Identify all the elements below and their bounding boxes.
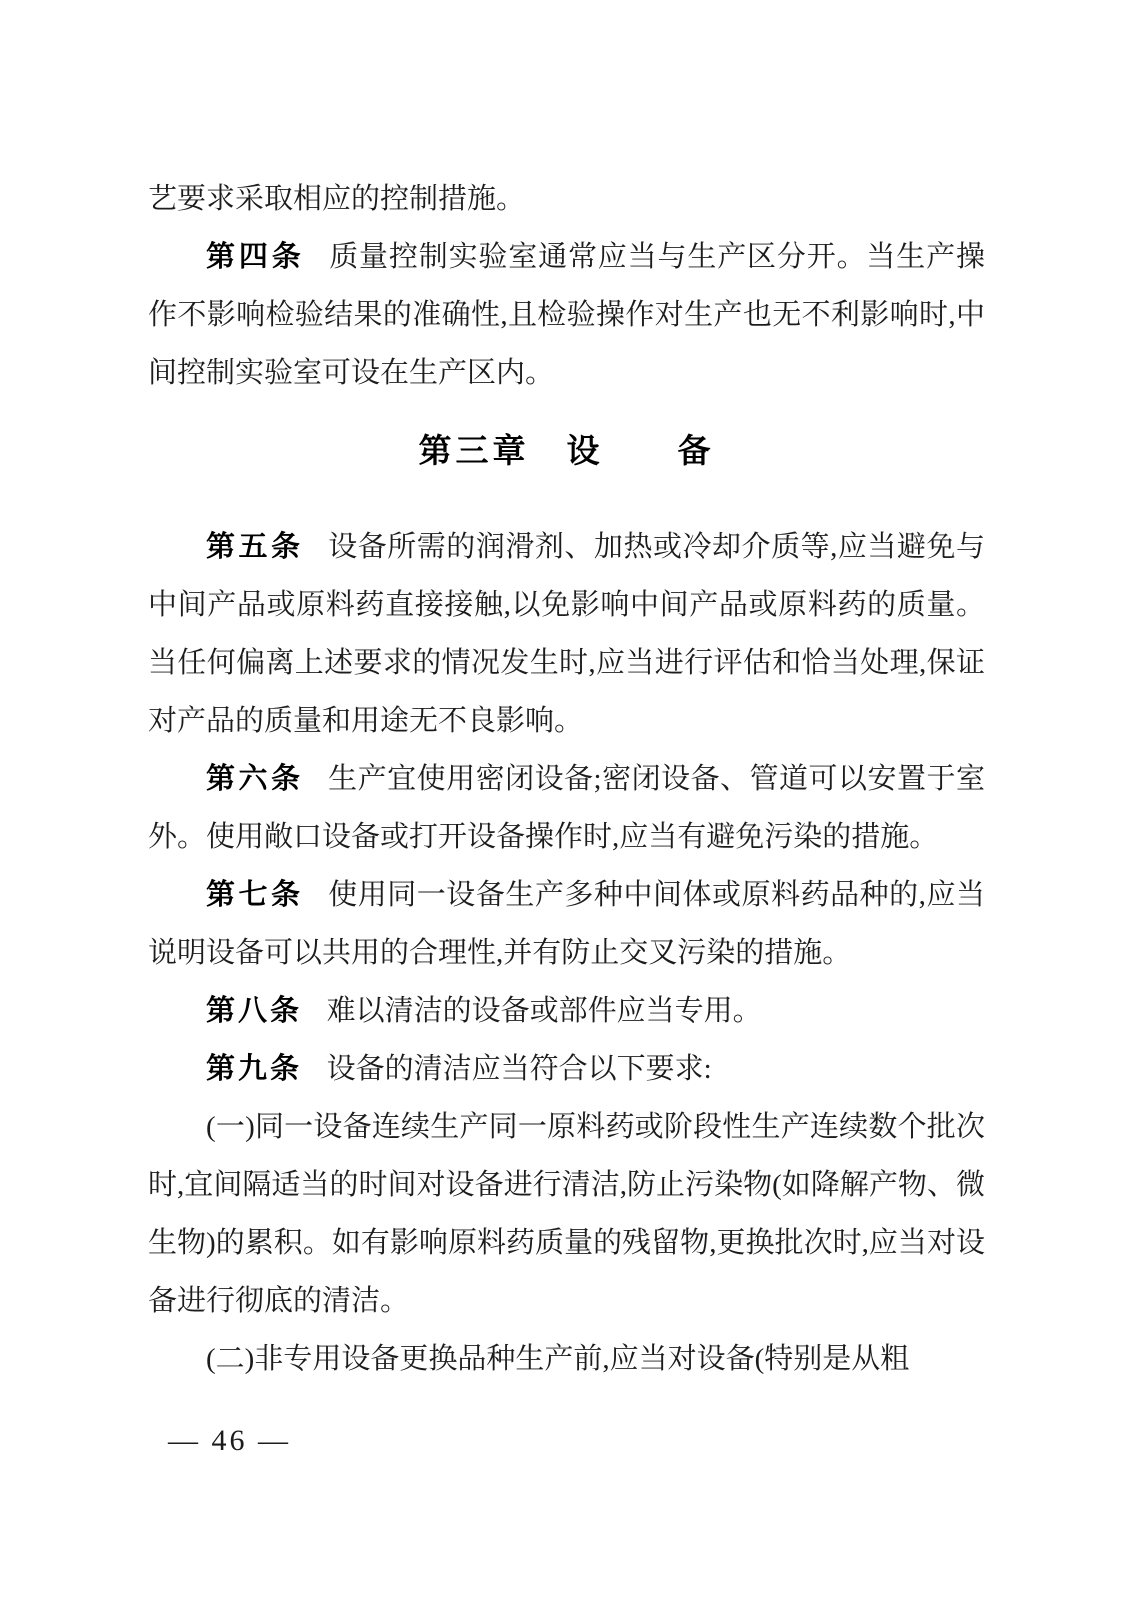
article-4-text: 质量控制实验室通常应当与生产区分开。当生产操作不影响检验结果的准确性,且检验操作对生产也无不利影响时,中间控制实验室可设在生产区内。 (148, 241, 985, 389)
article-5-text: 设备所需的润滑剂、加热或冷却介质等,应当避免与中间产品或原料药直接接触,以免影响中间产品或原料药的质量。当任何偏离上述要求的情况发生时,应当进行评估和恰当处理,保证对产品的质量和用途无不良影响。 (148, 531, 985, 737)
paragraph-article-5 (148, 518, 985, 750)
article-5-label: 第五条 (206, 531, 304, 563)
paragraph-text: 艺要求采取相应的控制措施。 (148, 183, 526, 215)
article-9-label: 第九条 (206, 1053, 303, 1085)
list-item-1 (148, 1098, 985, 1330)
article-4-label: 第四条 (206, 241, 305, 273)
page-number: — 46 — (168, 1424, 291, 1457)
article-6-label: 第六条 (206, 763, 304, 795)
list-item-1-text: (一)同一设备连续生产同一原料药或阶段性生产连续数个批次时,宜间隔适当的时间对设备进行清洁,防止污染物(如降解产物、微生物)的累积。如有影响原料药质量的残留物,更换批次时,应当对设备进行彻底的清洁。 (148, 1111, 985, 1317)
article-8-text: 难以清洁的设备或部件应当专用。 (326, 995, 762, 1027)
paragraph-article-8 (148, 982, 985, 1040)
list-item-2-text: (二)非专用设备更换品种生产前,应当对设备(特别是从粗 (206, 1343, 910, 1375)
paragraph-article-7 (148, 866, 985, 982)
article-6-text: 生产宜使用密闭设备;密闭设备、管道可以安置于室外。使用敞口设备或打开设备操作时,应当有避免污染的措施。 (148, 763, 985, 853)
paragraph-article-4 (148, 228, 985, 402)
article-7-text: 使用同一设备生产多种中间体或原料药品种的,应当说明设备可以共用的合理性,并有防止交叉污染的措施。 (148, 879, 985, 969)
article-9-text: 设备的清洁应当符合以下要求: (326, 1053, 712, 1085)
chapter-3-heading: 第三章 设 备 (418, 432, 715, 469)
paragraph-article-6 (148, 750, 985, 866)
paragraph-article-9 (148, 1040, 985, 1098)
article-7-label: 第七条 (206, 879, 304, 911)
page-footer (148, 1412, 985, 1470)
list-item-2 (148, 1330, 985, 1388)
document-body (148, 170, 985, 1388)
article-8-label: 第八条 (206, 995, 303, 1027)
paragraph-continuation (148, 170, 985, 228)
